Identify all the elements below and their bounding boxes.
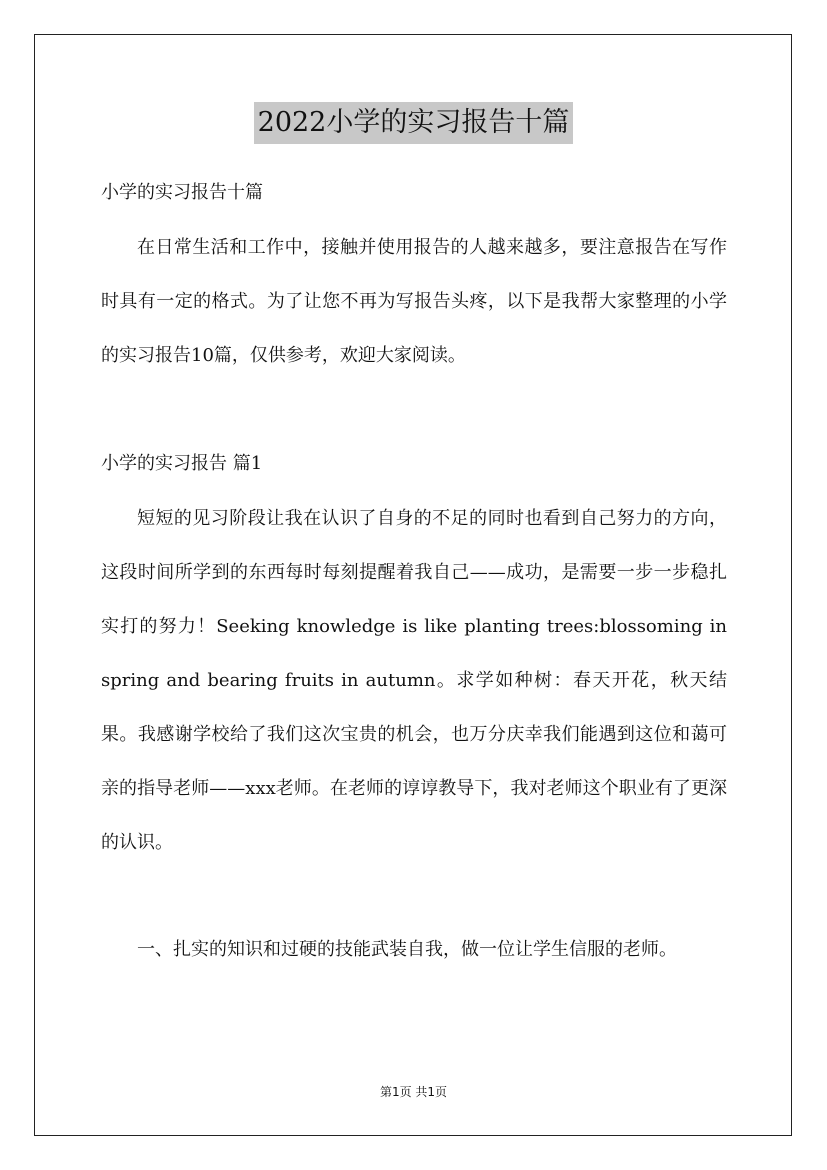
intro-paragraph: 在日常生活和工作中，接触并使用报告的人越来越多，要注意报告在写作时具有一定的格式。为了让您不再为写报告头疼，以下是我帮大家整理的小学的实习报告10篇，仅供参考，欢迎大家阅读。 [101, 237, 727, 366]
body-paragraph-2: 一、扎实的知识和过硬的技能武装自我，做一位让学生信服的老师。 [137, 939, 677, 960]
title-container [0, 102, 827, 144]
body-paragraph-1: 短短的见习阶段让我在认识了自身的不足的同时也看到自己努力的方向，这段时间所学到的东西每时每刻提醒着我自己——成功，是需要一步一步稳扎实打的努力！Seeking knowledge is like planting trees:blossoming in spring and bearing fruits in autumn。求学如种树：春天开花，秋天结果。我感谢学校给了我们这次宝贵的机会，也万分庆幸我们能遇到这位和蔼可亲的指导老师——xxx老师。在老师的谆谆教导下，我对老师这个职业有了更深的认识。 [101, 508, 727, 853]
document-title: 2022小学的实习报告十篇 [254, 102, 574, 144]
document-subtitle: 小学的实习报告十篇 [101, 182, 263, 203]
page-footer: 第1页 共1页 [379, 1085, 448, 1099]
section-heading: 小学的实习报告 篇1 [101, 453, 263, 474]
